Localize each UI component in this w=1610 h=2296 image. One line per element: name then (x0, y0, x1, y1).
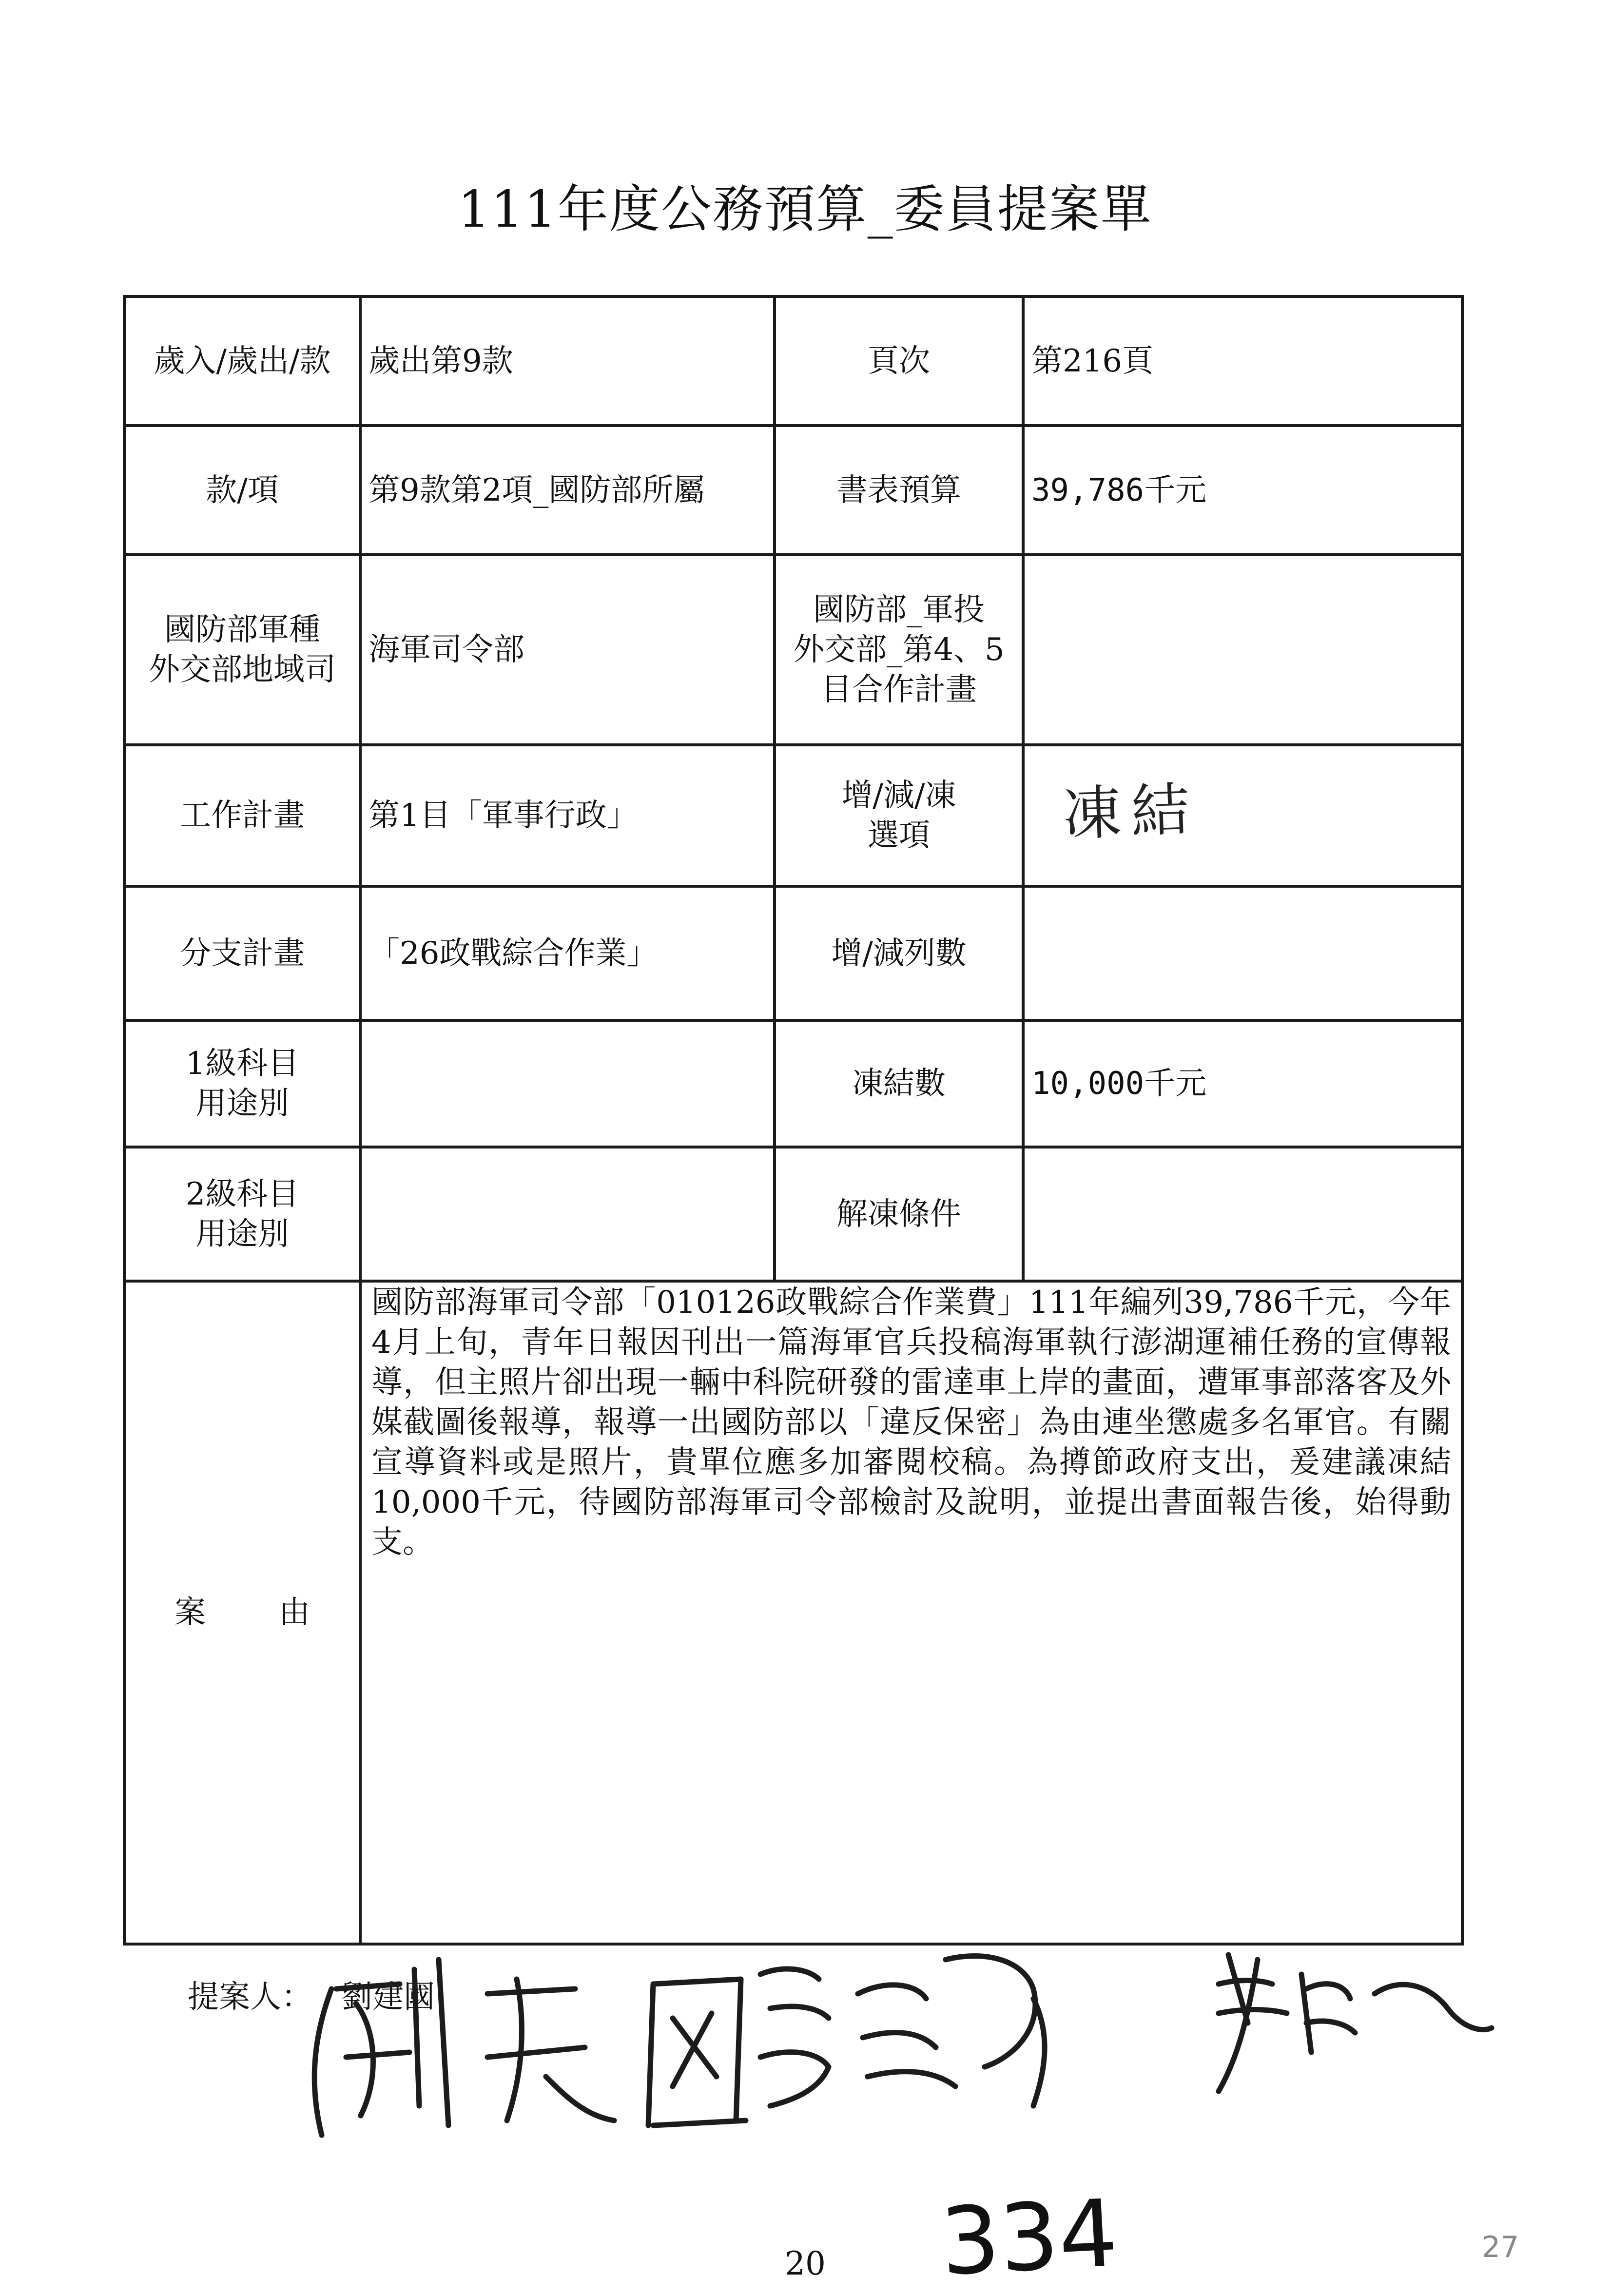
row-agency (124, 555, 1462, 745)
signature-stroke-6 (1219, 1955, 1287, 2091)
label-level2-line2: 用途別 (195, 1216, 289, 1252)
value-adjust-amount (1023, 886, 1462, 1020)
row-branch-plan (124, 886, 1462, 1020)
signature-stroke-7 (1301, 1974, 1492, 2052)
handwritten-freeze-option: 凍結 (1062, 776, 1201, 849)
row-section (124, 426, 1462, 555)
signature-stroke-2 (487, 1979, 614, 2121)
label-agency (124, 555, 360, 745)
label-reason (124, 1281, 360, 1944)
value-level2 (360, 1147, 775, 1281)
row-reason (124, 1281, 1462, 1944)
handwritten-number: 334 (938, 2179, 1121, 2296)
value-freeze-amount: 10,000千元 (1023, 1020, 1462, 1147)
reason-text: 國防部海軍司令部「010126政戰綜合作業費」111年編列39,786千元，今年4月上旬，青年日報因刊出一篇海軍官兵投稿海軍執行澎湖運補任務的宣傳報導，但主照片卻出現一輛中科院研發的雷達車上岸的畫面，遭軍事部落客及外媒截圖後報導，報導一出國防部以「違反保密」為由連坐懲處多名軍官。有關宣導資料或是照片，貴單位應多加審閱校稿。為撙節政府支出，爰建議凍結10,000千元，待國防部海軍司令部檢討及說明，並提出書面報告後，始得動支。 (360, 1281, 1462, 1944)
proposal-form-table (123, 295, 1464, 1946)
signature-stroke-3 (648, 1979, 746, 2125)
proposer-name: 劉建國 (341, 1979, 435, 2015)
value-page: 第216頁 (1023, 296, 1462, 426)
label-adjust-amount: 增/減列數 (775, 886, 1023, 1020)
value-budget: 39,786千元 (1023, 426, 1462, 555)
label-reason-char-a: 案 (175, 1595, 206, 1631)
label-cooperation (775, 555, 1023, 745)
label-level1-line1: 1級科目 (185, 1046, 299, 1082)
row-work-plan (124, 745, 1462, 886)
proposer-label: 提案人： (188, 1979, 312, 2015)
value-category: 歲出第9款 (360, 296, 775, 426)
label-cooperation-line2: 外交部_第4、5 (793, 632, 1005, 668)
signature-stroke-4 (760, 1969, 829, 2106)
row-category (124, 296, 1462, 426)
label-section: 款/項 (124, 426, 360, 555)
label-cooperation-line1: 國防部_軍投 (813, 592, 985, 628)
label-cooperation-line3: 目合作計畫 (821, 672, 977, 708)
label-level2 (124, 1147, 360, 1281)
label-agency-line2: 外交部地域司 (149, 652, 336, 688)
label-work-plan: 工作計畫 (124, 745, 360, 886)
signature-stroke-1 (314, 1960, 448, 2135)
handwritten-signatures (302, 1930, 1496, 2150)
label-freeze-amount: 凍結數 (775, 1020, 1023, 1147)
label-adjust-option-line1: 增/減/凍 (841, 778, 956, 814)
signature-stroke-5 (858, 1956, 1045, 2106)
label-page: 頁次 (775, 296, 1023, 426)
label-level1 (124, 1020, 360, 1147)
label-adjust-option-line2: 選項 (868, 817, 930, 854)
page-number: 20 (785, 2245, 826, 2282)
value-agency: 海軍司令部 (360, 555, 775, 745)
row-level1 (124, 1020, 1462, 1147)
value-cooperation (1023, 555, 1462, 745)
value-level1 (360, 1020, 775, 1147)
label-reason-char-b: 由 (279, 1595, 310, 1631)
label-unfreeze-conditions: 解凍條件 (775, 1147, 1023, 1281)
label-branch-plan: 分支計畫 (124, 886, 360, 1020)
value-branch-plan: 「26政戰綜合作業」 (360, 886, 775, 1020)
value-section: 第9款第2項_國防部所屬 (360, 426, 775, 555)
row-level2 (124, 1147, 1462, 1281)
corner-mark: 27 (1482, 2230, 1519, 2264)
label-level1-line2: 用途別 (195, 1086, 289, 1122)
label-agency-line1: 國防部軍種 (164, 612, 320, 648)
form-title: 111年度公務預算_委員提案單 (458, 179, 1152, 239)
label-budget: 書表預算 (775, 426, 1023, 555)
label-category: 歲入/歲出/款 (124, 296, 360, 426)
label-level2-line1: 2級科目 (185, 1176, 299, 1212)
label-adjust-option (775, 745, 1023, 886)
value-work-plan: 第1目「軍事行政」 (360, 745, 775, 886)
value-unfreeze-conditions (1023, 1147, 1462, 1281)
